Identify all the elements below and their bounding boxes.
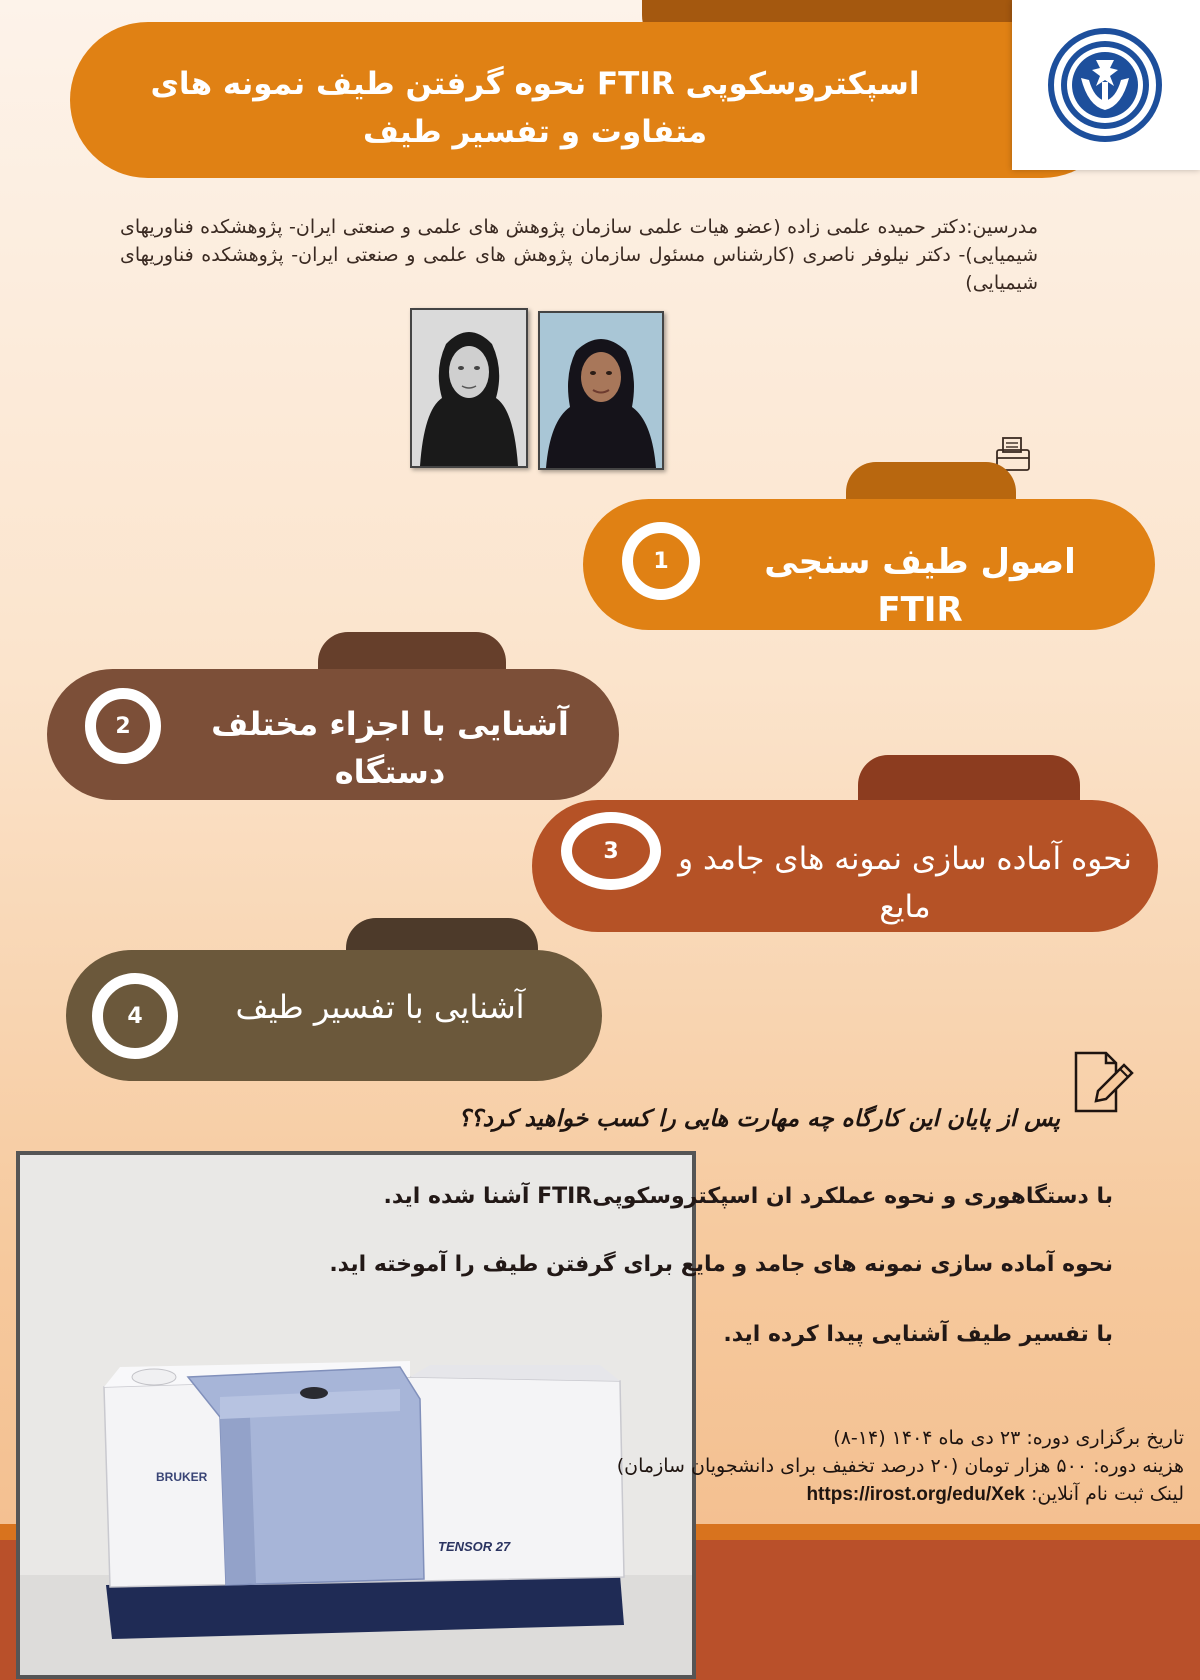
- page-title-line1: اسپکتروسکوپی FTIR نحوه گرفتن طیف نمونه های: [150, 66, 920, 102]
- topic-3-number: 3: [561, 812, 661, 890]
- instructor-photo-color: [538, 311, 664, 470]
- device-model: TENSOR 27: [438, 1539, 511, 1554]
- organization-logo: [1048, 28, 1162, 142]
- course-date: تاریخ برگزاری دوره: ۲۳ دی ماه ۱۴۰۴ (۱۴-۸): [833, 1427, 1184, 1449]
- edit-document-icon: [1070, 1049, 1136, 1115]
- registration-link[interactable]: https://irost.org/edu/Xek: [806, 1484, 1025, 1505]
- course-fee: هزینه دوره: ۵۰۰ هزار تومان (۲۰ درصد تخفیف برای دانشجویان سازمان): [616, 1455, 1184, 1477]
- skill-item-1: با دستگاهوری و نحوه عملکرد ان اسپکتروسکوپیFTIR آشنا شده اید.: [383, 1184, 1113, 1209]
- instructors-text: مدرسین:دکتر حمیده علمی زاده (عضو هیات علمی سازمان پژوهش های علمی و صنعتی ایران- پژوهشکده فناوریهای شیمیایی)- دکتر نیلوفر ناصری (کارشناس مسئول سازمان پژوهش های علمی و صنعتی ایران- پژوهشکده فناوریهای شیمیایی): [120, 216, 1038, 294]
- registration-label: لینک ثبت نام آنلاین:: [1031, 1483, 1184, 1505]
- registration-line: [806, 1480, 1184, 1509]
- page-title-line2: متفاوت و تفسیر طیف: [362, 114, 708, 150]
- logo-emblem-icon: [1048, 28, 1162, 142]
- topic-4-number: 4: [92, 973, 178, 1059]
- topic-2-number: 2: [85, 688, 161, 764]
- topic-4-label: آشنایی با تفسیر طیف: [235, 988, 525, 1026]
- skill-item-3: با تفسیر طیف آشنایی پیدا کرده اید.: [723, 1322, 1113, 1347]
- skill-item-2: نحوه آماده سازی نمونه های جامد و مایع برای گرفتن طیف را آموخته اید.: [329, 1252, 1113, 1277]
- page-title: [120, 60, 950, 156]
- skills-question: پس از پایان این کارگاه چه مهارت هایی را کسب خواهید کرد؟؟: [458, 1106, 1060, 1132]
- device-brand: BRUKER: [156, 1470, 208, 1484]
- instructor-photo-grayscale: [410, 308, 528, 468]
- topic-3-label: نحوه آماده سازی نمونه های جامد و مایع: [678, 841, 1132, 925]
- topic-1-label: اصول طیف سنجی FTIR: [764, 542, 1076, 630]
- ftir-device-photo: [16, 1151, 696, 1679]
- topic-2-label: آشنایی با اجزاء مختلف دستگاه: [211, 705, 569, 791]
- topic-1-number: 1: [622, 522, 700, 600]
